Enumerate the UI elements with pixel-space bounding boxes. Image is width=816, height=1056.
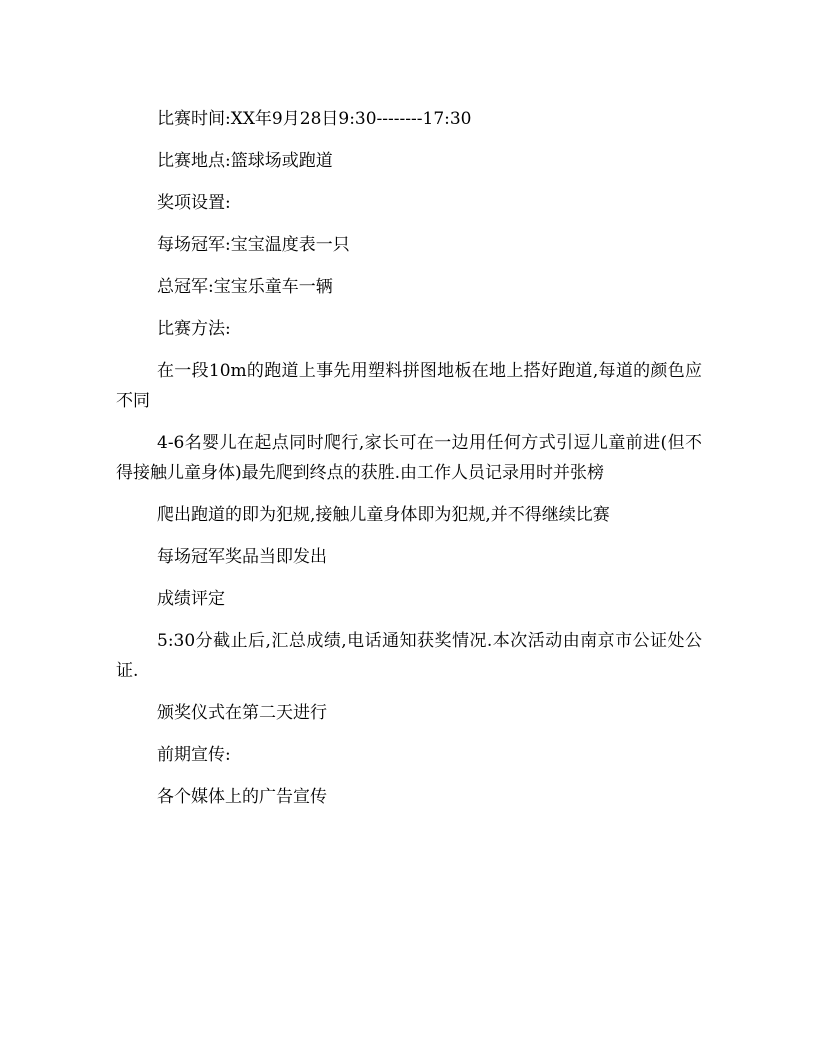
paragraph-match-location: 比赛地点:篮球场或跑道 xyxy=(157,151,333,171)
paragraph-overall-champion: 总冠军:宝宝乐童车一辆 xyxy=(157,277,333,297)
paragraph-prize-delivery: 每场冠军奖品当即发出 xyxy=(157,547,327,567)
paragraph-promotion-heading: 前期宣传: xyxy=(157,745,231,765)
paragraph-per-match-champion: 每场冠军:宝宝温度表一只 xyxy=(157,235,350,255)
paragraph-media-ads: 各个媒体上的广告宣传 xyxy=(157,787,327,807)
paragraph-match-time: 比赛时间:XX年9月28日9:30--------17:30 xyxy=(157,109,472,129)
paragraph-results-notification: 5:30分截止后,汇总成绩,电话通知获奖情况.本次活动由南京市公证处公证. xyxy=(116,631,702,681)
document-body xyxy=(116,104,702,824)
paragraph-award-ceremony: 颁奖仪式在第二天进行 xyxy=(157,703,327,723)
paragraph-match-method: 比赛方法: xyxy=(157,319,231,339)
paragraph-crawling-rules: 4-6名婴儿在起点同时爬行,家长可在一边用任何方式引逗儿童前进(但不得接触儿童身体)最先爬到终点的获胜.由工作人员记录用时并张榜 xyxy=(116,433,702,483)
paragraph-fouls: 爬出跑道的即为犯规,接触儿童身体即为犯规,并不得继续比赛 xyxy=(157,505,610,525)
paragraph-award-setup: 奖项设置: xyxy=(157,193,231,213)
paragraph-track-setup: 在一段10m的跑道上事先用塑料拼图地板在地上搭好跑道,每道的颜色应不同 xyxy=(116,361,702,411)
paragraph-results-evaluation: 成绩评定 xyxy=(157,589,225,609)
